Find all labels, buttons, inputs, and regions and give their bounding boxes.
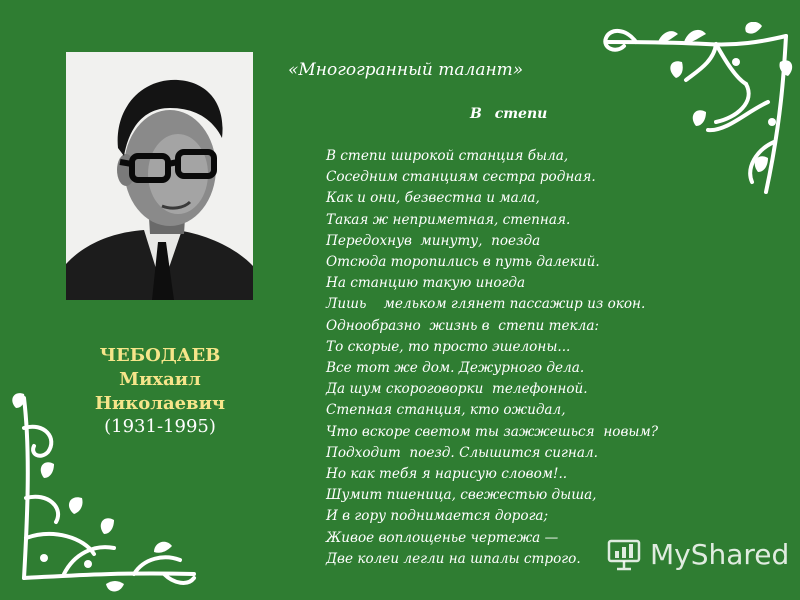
poem-line: В степи широкой станция была, (326, 148, 569, 164)
poem-line: Да шум скороговорки телефонной. (326, 381, 588, 398)
poem-line: Лишь мельком глянет пассажир из окон. (326, 296, 646, 313)
author-life-years: (1931-1995) (104, 416, 216, 437)
poem-line: Шумит пшеница, свежестью дыша, (326, 487, 597, 504)
poem-line: Все тот же дом. Дежурного дела. (326, 360, 585, 377)
author-photo-image (66, 52, 253, 300)
author-name (60, 344, 260, 416)
poem-line: Соседним станциям сестра родная. (326, 169, 596, 186)
poem-line: То скорые, то просто эшелоны... (326, 338, 571, 355)
author-patronymic: Николаевич (94, 393, 226, 414)
poem-line: Две колеи легли на шпалы строго. (326, 550, 581, 567)
poem-title: В степи (470, 106, 548, 122)
poem-line: Как и они, безвестна и мала, (326, 190, 540, 207)
poem-line: Подходит поезд. Слышится сигнал. (326, 444, 598, 461)
poem-line: Но как тебя я нарисую словом!.. (326, 466, 568, 483)
poem-line: Живое воплощенье чертежа — (326, 529, 559, 546)
poem-line: И в гору поднимается дорога; (326, 508, 549, 525)
author-portrait (66, 52, 253, 300)
poem-line: Такая ж неприметная, степная. (326, 211, 571, 228)
poem-line: Степная станция, кто ожидал, (326, 402, 566, 419)
myshared-watermark (606, 534, 789, 574)
poem-line: Передохнув минуту, поезда (326, 232, 541, 249)
poem-line: Отсюда торопились в путь далекий. (326, 254, 600, 271)
watermark-text: MyShared (650, 537, 790, 571)
series-title: «Многогранный талант» (288, 60, 524, 80)
poem-text (326, 146, 746, 570)
poem-line: На станцию такую иногда (326, 275, 526, 292)
author-surname: ЧЕБОДАЕВ (99, 345, 221, 366)
presentation-board-icon (606, 536, 642, 572)
author-first-name: Михаил (119, 369, 201, 390)
poem-line: Что вскоре светом ты зажжешься новым? (326, 423, 658, 440)
poem-line: Однообразно жизнь в степи текла: (326, 317, 600, 334)
